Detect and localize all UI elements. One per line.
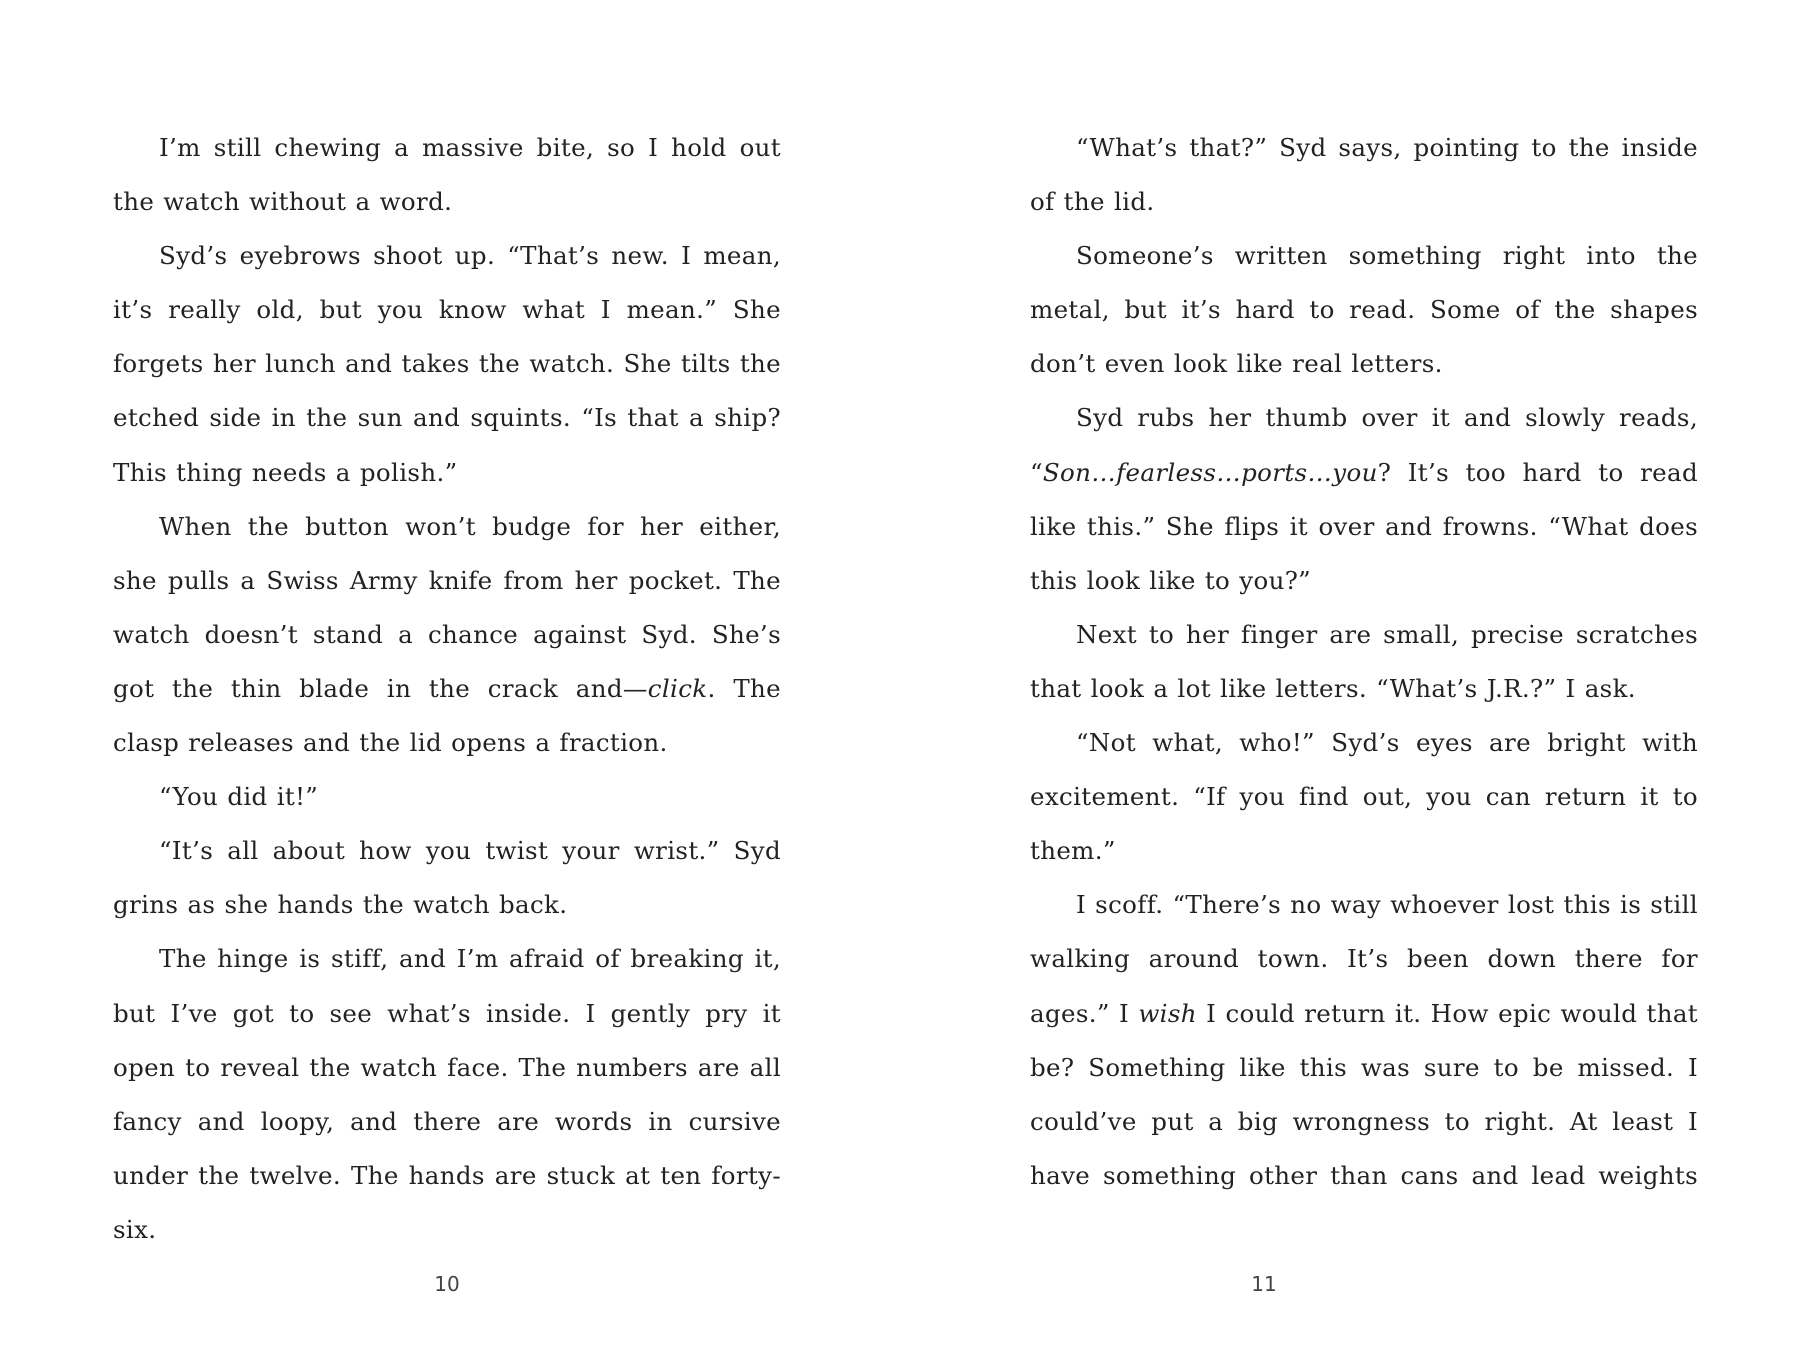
- left-page-text: [113, 121, 781, 1257]
- text-run: When the button won’t budge for her either, she pulls a Swiss Army knife from her pocket. The watch doesn’t stand a chance against Syd. She’s got the thin blade in the crack and—: [113, 511, 781, 703]
- text-run: . The clasp releases and the lid opens a fraction.: [113, 673, 781, 758]
- italic-text: wish: [1138, 998, 1197, 1028]
- text-run: Next to her finger are small, precise scratches that look a lot like letters. “What’s J.R.?” I ask.: [1030, 619, 1698, 703]
- paragraph: [113, 770, 781, 824]
- paragraph: [1030, 716, 1698, 878]
- text-run: “What’s that?” Syd says, pointing to the inside of the lid.: [1030, 133, 1698, 217]
- text-run: Syd’s eyebrows shoot up. “That’s new. I mean, it’s really old, but you know what I mean.” She forgets her lunch and takes the watch. She tilts the etched side in the sun and squints. “Is that a ship? This thing needs a polish.”: [113, 241, 781, 487]
- text-run: Syd rubs her thumb over it and slowly reads, “: [1030, 403, 1698, 487]
- text-run: Someone’s written something right into the metal, but it’s hard to read. Some of the shapes don’t even look like real letters.: [1030, 241, 1698, 379]
- text-run: I could return it. How epic would that be? Something like this was sure to be missed. I could’ve put a big wrongness to right. At least I have something other than cans and lead weights: [1030, 998, 1698, 1190]
- right-page: [900, 0, 1800, 1350]
- text-run: “It’s all about how you twist your wrist.” Syd grins as she hands the watch back.: [113, 836, 781, 920]
- paragraph: [113, 824, 781, 932]
- italic-text: click: [647, 673, 708, 703]
- paragraph: [1030, 608, 1698, 716]
- text-run: I’m still chewing a massive bite, so I hold out the watch without a word.: [113, 133, 781, 217]
- right-page-text: [1030, 121, 1698, 1203]
- text-run: “Not what, who!” Syd’s eyes are bright with excitement. “If you find out, you can return it to them.”: [1030, 728, 1698, 866]
- text-run: I scoff. “There’s no way whoever lost this is still walking around town. It’s been down there for ages.” I: [1030, 890, 1698, 1028]
- paragraph: [113, 229, 781, 499]
- paragraph: [1030, 121, 1698, 229]
- text-run: “You did it!”: [159, 782, 319, 812]
- paragraph: [1030, 878, 1698, 1203]
- right-page-number: 11: [1251, 1272, 1277, 1296]
- paragraph: [1030, 229, 1698, 391]
- paragraph: [113, 500, 781, 770]
- paragraph: [113, 121, 781, 229]
- left-page-number: 10: [434, 1272, 460, 1296]
- text-run: ? It’s too hard to read like this.” She flips it over and frowns. “What does this look like to you?”: [1030, 457, 1698, 595]
- paragraph: [1030, 391, 1698, 607]
- italic-text: Son…fearless…ports…you: [1042, 457, 1378, 487]
- text-run: The hinge is stiff, and I’m afraid of breaking it, but I’ve got to see what’s inside. I gently pry it open to reveal the watch face. The numbers are all fancy and loopy, and there are words in cursive under the twelve. The hands are stuck at ten forty-six.: [113, 944, 781, 1244]
- paragraph: [113, 932, 781, 1257]
